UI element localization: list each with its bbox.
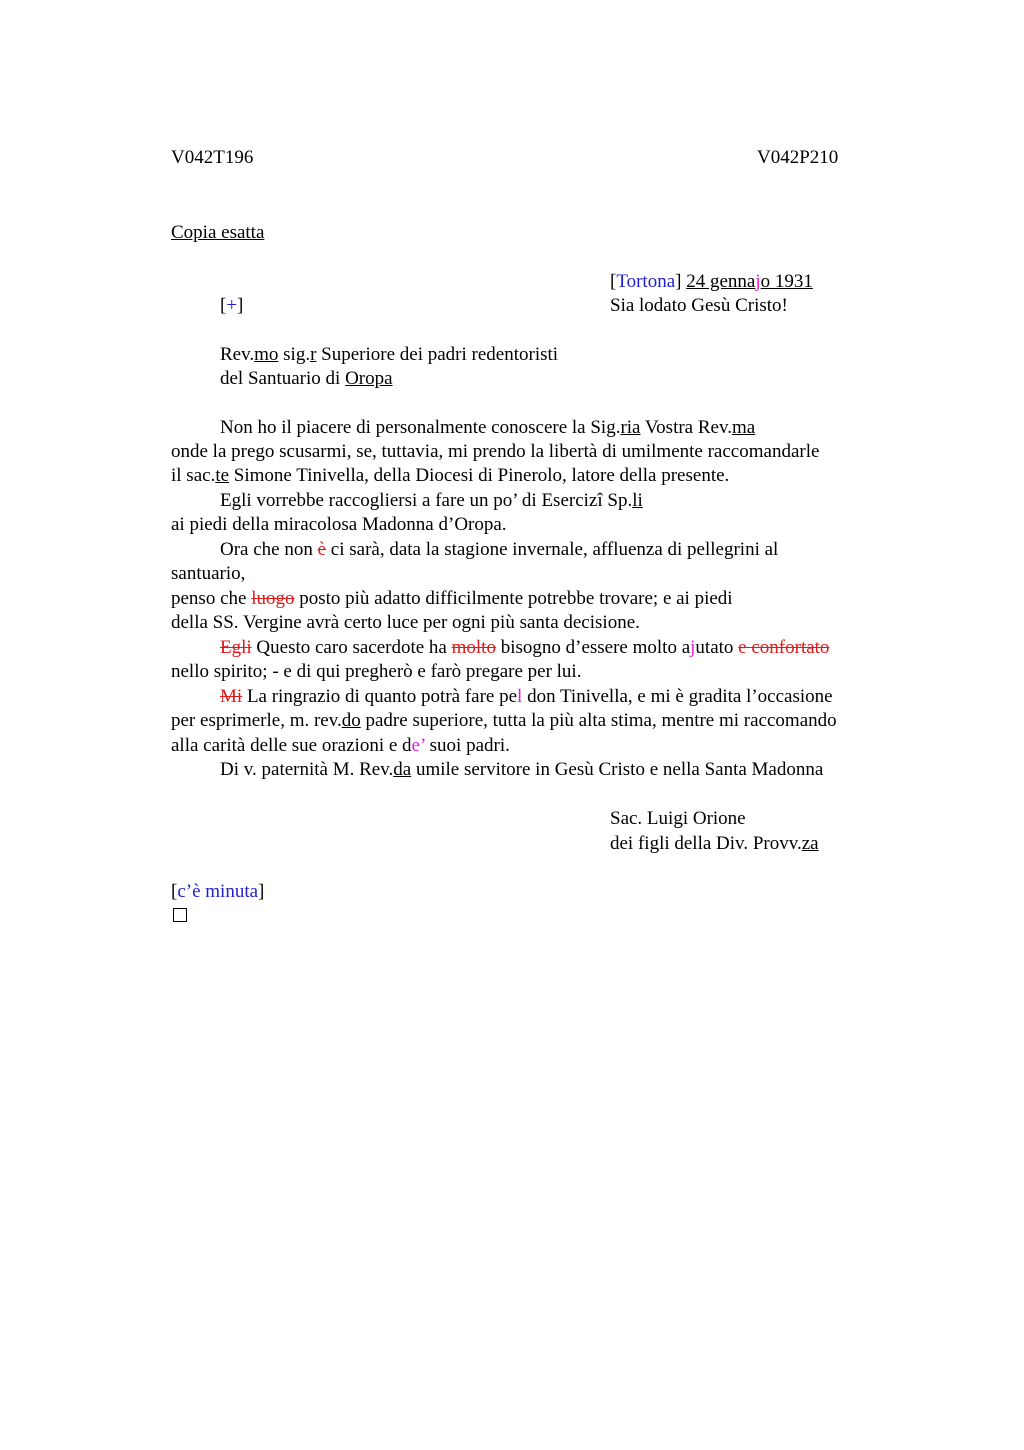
date: 24 gennajo 1931	[686, 271, 813, 292]
body-line: della SS. Vergine avrà certo luce per ogni più santa decisione.	[171, 612, 640, 633]
body-line: onde la prego scusarmi, se, tuttavia, mi prendo la libertà di umilmente raccomandarle	[171, 441, 820, 462]
body-line: nello spirito; - e di qui pregherò e farò pregare per lui.	[171, 661, 582, 682]
body-line: Mi La ringrazio di quanto potrà fare pel don Tinivella, e mi è gradita l’occasione	[220, 686, 833, 707]
deletion: Mi	[220, 686, 243, 707]
place: Tortona	[616, 271, 676, 292]
deletion: e confortato	[738, 637, 830, 658]
signature-name: Sac. Luigi Orione	[610, 808, 746, 829]
body-line: Ora che non è ci sarà, data la stagione invernale, affluenza di pellegrini al	[220, 539, 779, 560]
body-line: alla carità delle sue orazioni e de’ suoi padri.	[171, 735, 510, 756]
body-line: per esprimerle, m. rev.do padre superiore, tutta la più alta stima, mentre mi raccomando	[171, 710, 837, 731]
body-line: santuario,	[171, 563, 246, 584]
deletion: molto	[451, 637, 496, 658]
box-icon	[173, 908, 187, 924]
salutation: Sia lodato Gesù Cristo!	[610, 295, 788, 316]
body-line: penso che luogo posto più adatto difficilmente potrebbe trovare; e ai piedi	[171, 588, 733, 609]
cross-mark: [+]	[220, 295, 244, 316]
bracket: ]	[675, 271, 687, 292]
deletion: luogo	[251, 588, 295, 609]
body-line: Non ho il piacere di personalmente conoscere la Sig.ria Vostra Rev.ma	[220, 417, 756, 438]
document-id-left: V042T196	[171, 147, 254, 168]
address-line-2: del Santuario di Oropa	[220, 368, 393, 389]
body-line: Egli Questo caro sacerdote ha molto bisogno d’essere molto ajutato e confortato	[220, 637, 830, 658]
body-line: il sac.te Simone Tinivella, della Diocesi di Pinerolo, latore della presente.	[171, 465, 730, 486]
deletion: è	[317, 539, 327, 560]
footer-note: [c’è minuta]	[171, 881, 265, 902]
signature-title: dei figli della Div. Provv.za	[610, 833, 819, 854]
deletion: Egli	[220, 637, 252, 658]
cross-icon: +	[226, 295, 238, 316]
place-date	[610, 270, 813, 294]
body-line: Egli vorrebbe raccogliersi a fare un po’ di Esercizî Sp.li	[220, 490, 643, 511]
document-id-right: V042P210	[757, 147, 839, 168]
body-line: ai piedi della miracolosa Madonna d’Oropa.	[171, 514, 507, 535]
bracket: [	[610, 271, 617, 292]
closing-line: Di v. paternità M. Rev.da umile servitore in Gesù Cristo e nella Santa Madonna	[220, 759, 824, 780]
address-line-1: Rev.mo sig.r Superiore dei padri redentoristi	[220, 344, 559, 365]
copy-note: Copia esatta	[171, 222, 265, 243]
